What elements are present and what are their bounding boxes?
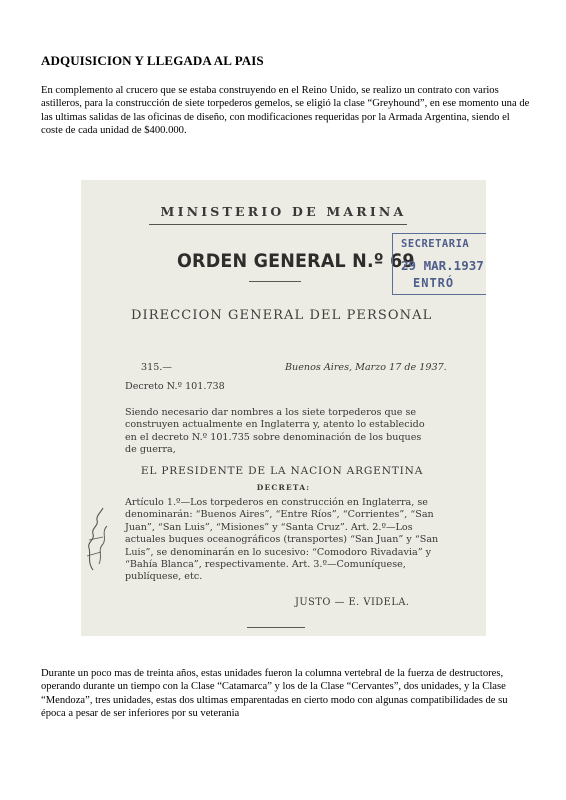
order-number: 315.— (141, 362, 172, 373)
scanned-decree-image (81, 180, 486, 636)
title-rule (249, 281, 301, 282)
handwritten-signature-icon (81, 504, 119, 574)
stamp-line-1: SECRETARIA (401, 238, 470, 250)
decreta-label: DECRETA: (256, 483, 311, 492)
closing-paragraph: Durante un poco mas de treinta años, estas unidades fueron la columna vertebral de la fuerza de destructores, operando durante un tiempo con la Clase “Catamarca” y los de la Clase “Cervantes”, dos unidades, y la Clase “Mendoza”, tres unidades, estas dos ultimas emparentadas en cierto modo con algunas compatibilidades de su época a pesar de ser inferiores por su veterania (41, 668, 508, 720)
signature-line: JUSTO — E. VIDELA. (295, 597, 410, 608)
decree-number: Decreto N.º 101.738 (125, 381, 225, 392)
order-title: ORDEN GENERAL N.º 69 (177, 250, 415, 272)
bottom-rule (247, 627, 305, 628)
decree-date: Buenos Aires, Marzo 17 de 1937. (285, 362, 447, 373)
section-heading: ADQUISICION Y LLEGADA AL PAIS (41, 53, 264, 68)
articles-text: Artículo 1.º—Los torpederos en construcción en Inglaterra, se denominarán: “Buenos Aires”, “Entre Ríos”, “Corrientes”, “San Juan”, “San Luis”, “Misiones” y “Santa Cruz”. Art. 2.º—Los actuales buques oceanográficos (transportes) “San Juan” y “San Luis”, se denominarán en lo sucesivo: “Comodoro Rivadavia” y “Bahía Blanca”, respectivamente. Art. 3.º—Comuníquese, publíquese, etc. (125, 497, 439, 583)
stamp-line-3: ENTRÓ (413, 276, 455, 290)
ministry-header: MINISTERIO DE MARINA (160, 204, 407, 219)
intro-paragraph: En complemento al crucero que se estaba construyendo en el Reino Unido, se realizo un contrato con varios astilleros, para la construcción de siete torpederos gemelos, se eligió la clase “Greyhound”, en ese momento una de las ultimas salidas de las oficinas de diseño, con modificaciones requeridas por la Armada Argentina, siendo el coste de cada unidad de $400.000. (41, 85, 530, 137)
considerando-text: Siendo necesario dar nombres a los siete torpederos que se construyen actualmente en Inglaterra y, atento lo establecido en el decreto N.º 101.735 sobre denominación de los buques de guerra, (125, 407, 425, 456)
direction-title: DIRECCION GENERAL DEL PERSONAL (131, 308, 433, 323)
header-rule (149, 224, 407, 225)
secretaria-stamp (392, 233, 486, 295)
president-heading: EL PRESIDENTE DE LA NACION ARGENTINA (140, 465, 424, 477)
stamp-date: 29 MAR.1937 (401, 258, 484, 273)
